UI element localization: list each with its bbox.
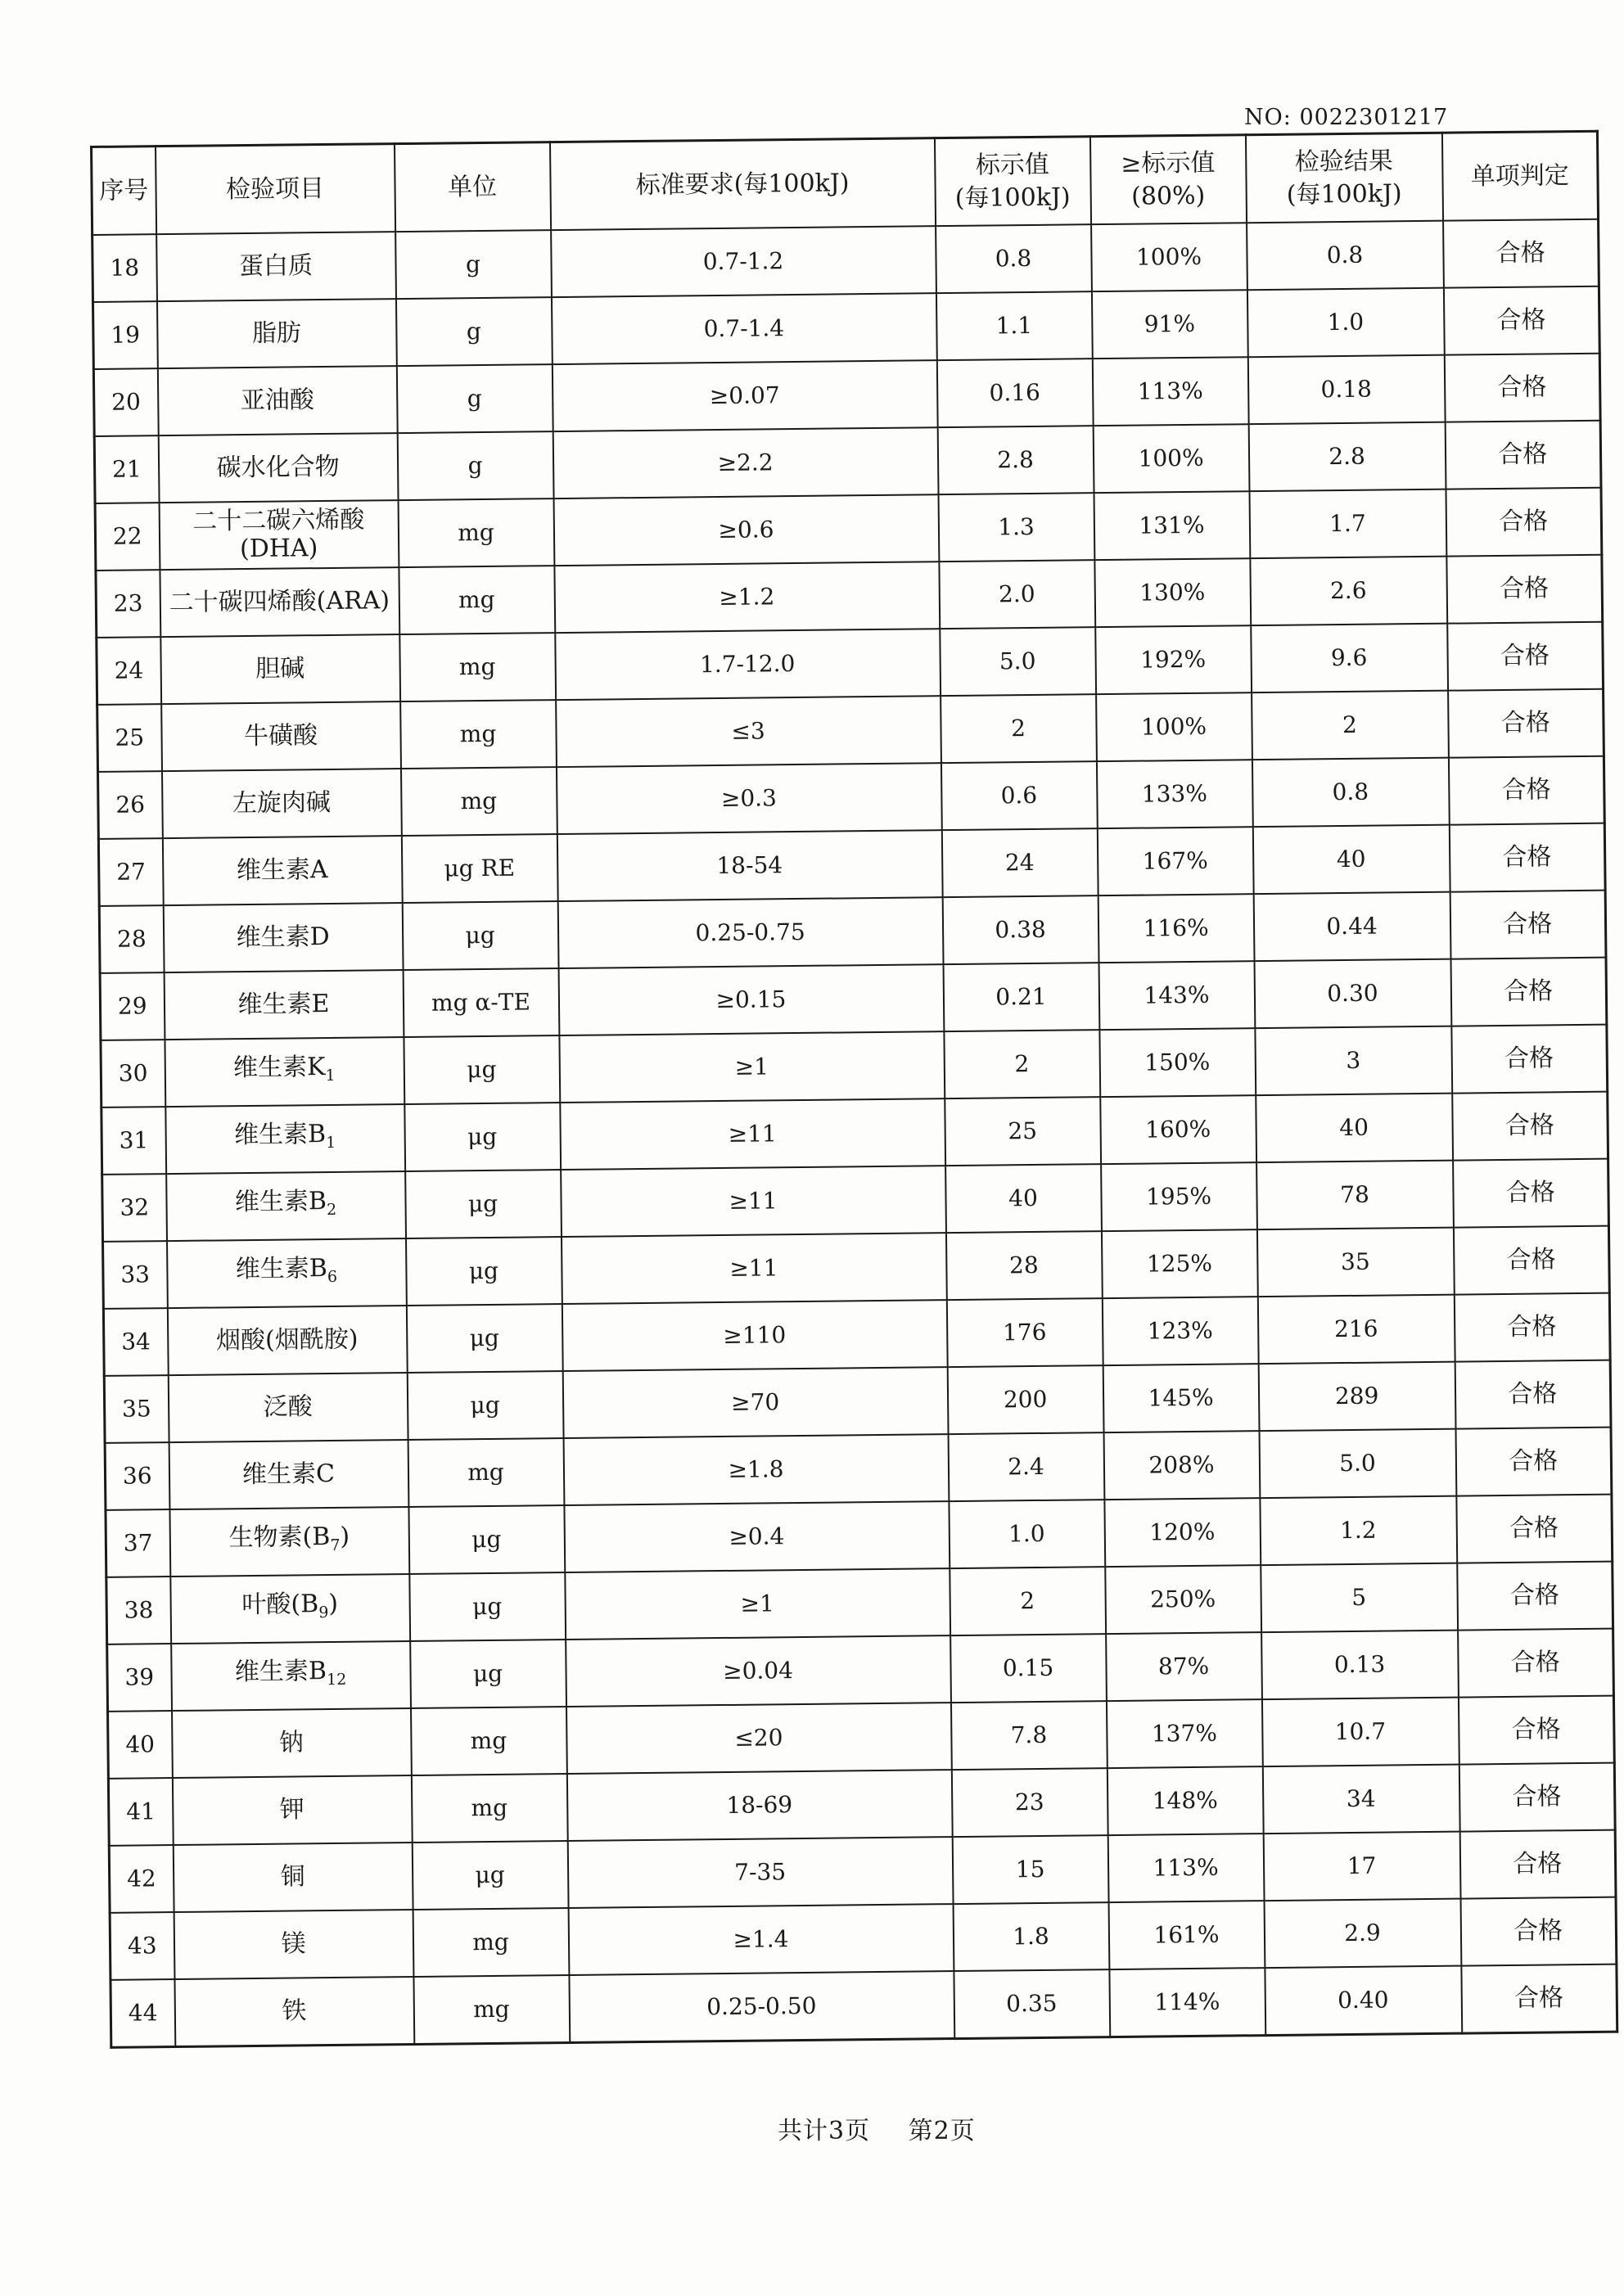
header-unit: 单位 <box>394 142 550 232</box>
cell-unit: g <box>395 230 552 299</box>
cell-unit: mg <box>400 700 557 769</box>
cell-standard: ≥0.3 <box>556 763 941 834</box>
cell-ge-label: 91% <box>1091 290 1247 359</box>
cell-item <box>156 232 396 301</box>
cell-verdict: 合格 <box>1458 1696 1614 1765</box>
cell-unit: mg <box>413 1908 569 1977</box>
cell-item <box>161 701 401 771</box>
item-name: 生物素(B <box>228 1522 331 1553</box>
cell-standard: ≥2.2 <box>553 427 938 498</box>
cell-ge-label: 116% <box>1098 894 1254 963</box>
cell-item <box>159 500 399 570</box>
header-label-value: 标示值 (每100kJ) <box>934 137 1090 226</box>
item-name: 镁 <box>281 1929 306 1959</box>
cell-verdict: 合格 <box>1448 756 1604 825</box>
cell-label-value: 40 <box>945 1164 1102 1233</box>
cell-item <box>157 366 397 435</box>
item-subscript: 7 <box>330 1536 341 1555</box>
item-name: 烟酸(烟酰胺) <box>215 1324 359 1355</box>
cell-result: 2.8 <box>1248 422 1446 492</box>
item-subscript: 1 <box>325 1066 336 1085</box>
cell-ge-label: 161% <box>1108 1901 1265 1969</box>
cell-item <box>164 970 404 1040</box>
cell-ge-label: 100% <box>1091 223 1247 291</box>
cell-verdict: 合格 <box>1458 1629 1614 1698</box>
cell-standard: ≥0.15 <box>558 964 944 1035</box>
cell-unit: g <box>397 431 553 500</box>
cell-ge-label: 137% <box>1106 1699 1262 1768</box>
cell-unit: μg <box>409 1572 566 1641</box>
cell-item <box>160 634 400 704</box>
cell-seq: 35 <box>104 1375 169 1443</box>
cell-item <box>172 1708 412 1778</box>
item-name: 维生素E <box>237 989 330 1020</box>
cell-seq: 34 <box>103 1308 168 1376</box>
cell-verdict: 合格 <box>1446 555 1603 624</box>
cell-seq: 40 <box>108 1711 173 1779</box>
cell-ge-label: 120% <box>1104 1498 1261 1567</box>
cell-result: 216 <box>1257 1295 1455 1365</box>
table-body <box>92 219 1617 2048</box>
item-name: 胆碱 <box>255 654 305 683</box>
item-name: 维生素D <box>236 922 330 953</box>
cell-item <box>163 903 403 972</box>
cell-unit: mg α-TE <box>403 968 559 1037</box>
cell-result: 0.30 <box>1254 959 1451 1029</box>
cell-result: 17 <box>1263 1832 1460 1901</box>
cell-seq: 22 <box>95 503 160 571</box>
item-name: 维生素B <box>235 1254 328 1284</box>
cell-item <box>174 1910 413 1979</box>
cell-item <box>172 1775 412 1845</box>
cell-seq: 18 <box>92 234 157 302</box>
item-name: 泛酸 <box>263 1392 313 1422</box>
cell-verdict: 合格 <box>1459 1763 1615 1832</box>
cell-ge-label: 113% <box>1107 1834 1264 1902</box>
cell-label-value: 176 <box>946 1298 1103 1367</box>
cell-unit: μg RE <box>401 834 557 903</box>
cell-result: 34 <box>1262 1765 1459 1834</box>
cell-ge-label: 160% <box>1100 1095 1256 1164</box>
item-name: 亚油酸 <box>240 386 314 416</box>
cell-result: 10.7 <box>1261 1698 1459 1767</box>
cell-unit: mg <box>411 1707 567 1775</box>
cell-seq: 41 <box>108 1778 173 1846</box>
item-name: 蛋白质 <box>238 251 314 282</box>
cell-item <box>170 1574 410 1644</box>
cell-result: 0.18 <box>1247 355 1445 425</box>
item-name: 牛磺酸 <box>243 721 318 751</box>
item-subscript: 2 <box>326 1200 337 1220</box>
cell-seq: 26 <box>98 771 163 839</box>
cell-seq: 23 <box>96 570 160 638</box>
cell-seq: 20 <box>93 368 158 436</box>
cell-seq: 19 <box>93 301 158 369</box>
cell-label-value: 23 <box>951 1768 1107 1837</box>
cell-ge-label: 195% <box>1101 1162 1257 1231</box>
cell-ge-label: 113% <box>1092 357 1248 426</box>
cell-seq: 29 <box>100 972 165 1040</box>
cell-unit: μg <box>408 1505 565 1574</box>
cell-unit: mg <box>398 498 554 567</box>
cell-label-value: 0.38 <box>942 895 1098 964</box>
cell-standard: ≥1.2 <box>554 562 940 633</box>
item-name: 铜 <box>280 1862 305 1892</box>
cell-result: 40 <box>1256 1094 1453 1163</box>
cell-unit: g <box>396 364 553 433</box>
item-subscript: 12 <box>326 1670 347 1689</box>
item-name: 铁 <box>282 1996 307 2026</box>
header-ge-label: ≥标示值 (80%) <box>1089 135 1246 224</box>
header-result: 检验结果 (每100kJ) <box>1245 133 1442 223</box>
cell-label-value: 15 <box>952 1835 1108 1904</box>
cell-verdict: 合格 <box>1448 689 1604 758</box>
cell-seq: 28 <box>99 905 164 973</box>
cell-ge-label: 100% <box>1096 692 1252 761</box>
cell-standard: ≤3 <box>556 696 941 767</box>
cell-ge-label: 167% <box>1097 827 1253 895</box>
cell-label-value: 2.8 <box>937 426 1094 494</box>
cell-unit: μg <box>407 1371 563 1440</box>
cell-standard: 1.7-12.0 <box>555 629 941 700</box>
cell-unit: μg <box>405 1170 562 1238</box>
cell-ge-label: 148% <box>1107 1766 1263 1835</box>
cell-result: 1.2 <box>1260 1496 1457 1566</box>
item-name: 左旋肉碱 <box>232 787 332 819</box>
cell-seq: 27 <box>98 838 163 906</box>
item-name: 维生素K <box>232 1053 326 1083</box>
cell-standard: ≥0.07 <box>552 360 937 431</box>
cell-ge-label: 133% <box>1096 760 1252 828</box>
item-name: 叶酸(B <box>241 1590 319 1620</box>
cell-result: 40 <box>1252 825 1450 895</box>
item-subscript: 6 <box>327 1267 338 1287</box>
item-name: 维生素A <box>236 855 328 886</box>
cell-seq: 25 <box>97 704 162 772</box>
item-name: 碳水化合物 <box>216 452 340 483</box>
cell-label-value: 1.0 <box>949 1500 1105 1568</box>
cell-verdict: 合格 <box>1456 1495 1613 1563</box>
cell-standard: 0.25-0.50 <box>569 1971 954 2042</box>
cell-standard: ≥1 <box>565 1568 950 1640</box>
cell-label-value: 0.16 <box>936 359 1093 427</box>
cell-verdict: 合格 <box>1450 958 1607 1026</box>
cell-item <box>162 769 402 838</box>
cell-standard: ≥1.4 <box>568 1904 954 1975</box>
cell-seq: 32 <box>102 1174 167 1242</box>
item-subscript: 1 <box>326 1133 336 1153</box>
cell-ge-label: 143% <box>1098 961 1255 1030</box>
cell-standard: 0.7-1.2 <box>551 226 936 297</box>
cell-label-value: 1.1 <box>936 291 1092 360</box>
cell-ge-label: 150% <box>1099 1028 1256 1097</box>
cell-verdict: 合格 <box>1443 219 1599 288</box>
cell-standard: ≥11 <box>561 1233 946 1304</box>
cell-standard: 7-35 <box>567 1837 953 1908</box>
cell-seq: 44 <box>111 1979 175 2047</box>
item-name: 脂肪 <box>251 318 302 348</box>
cell-unit: mg <box>413 1975 570 2044</box>
cell-label-value: 2.4 <box>948 1432 1104 1501</box>
cell-verdict: 合格 <box>1443 286 1599 355</box>
header-item: 检验项目 <box>156 144 395 235</box>
item-subscript: 9 <box>318 1604 329 1622</box>
cell-result: 0.8 <box>1252 758 1449 828</box>
cell-standard: ≥11 <box>561 1166 946 1237</box>
cell-result: 0.8 <box>1247 221 1444 291</box>
cell-item <box>171 1641 411 1711</box>
cell-standard: ≤20 <box>566 1703 952 1774</box>
cell-standard: ≥11 <box>560 1098 945 1170</box>
cell-standard: ≥0.04 <box>566 1635 951 1707</box>
item-name: 钾 <box>279 1795 304 1825</box>
cell-label-value: 2 <box>944 1030 1100 1098</box>
cell-label-value: 2 <box>941 694 1097 763</box>
cell-verdict: 合格 <box>1444 354 1600 422</box>
cell-unit: mg <box>399 566 555 634</box>
cell-verdict: 合格 <box>1461 1964 1617 2033</box>
cell-label-value: 28 <box>945 1231 1102 1300</box>
inspection-results-table <box>90 130 1618 2049</box>
cell-label-value: 24 <box>941 828 1098 897</box>
cell-seq: 24 <box>97 637 161 705</box>
cell-ge-label: 131% <box>1094 491 1250 560</box>
cell-result: 1.7 <box>1249 489 1446 559</box>
cell-unit: mg <box>399 633 556 701</box>
item-name: 二十二碳六烯酸 (DHA) <box>192 505 365 564</box>
cell-ge-label: 114% <box>1109 1968 1265 2037</box>
page-footer <box>778 2110 1005 2146</box>
cell-unit: μg <box>412 1841 568 1910</box>
cell-standard: ≥1 <box>559 1031 945 1103</box>
cell-seq: 36 <box>105 1442 169 1510</box>
cell-verdict: 合格 <box>1453 1226 1609 1295</box>
cell-ge-label: 87% <box>1106 1632 1262 1701</box>
cell-item <box>173 1843 413 1912</box>
cell-unit: μg <box>402 901 558 970</box>
cell-item <box>168 1373 408 1442</box>
item-name: 钠 <box>278 1728 304 1757</box>
cell-item <box>165 1104 405 1174</box>
cell-result: 5 <box>1261 1563 1458 1633</box>
cell-item <box>169 1507 409 1577</box>
cell-unit: mg <box>400 767 557 836</box>
cell-label-value: 2 <box>950 1567 1106 1635</box>
cell-seq: 31 <box>102 1107 166 1175</box>
table-header-row <box>92 131 1599 235</box>
cell-ge-label: 145% <box>1103 1364 1259 1432</box>
cell-seq: 37 <box>106 1509 170 1577</box>
cell-standard: 0.7-1.4 <box>551 293 936 364</box>
cell-standard: ≥110 <box>562 1300 947 1371</box>
item-suffix: ) <box>340 1522 350 1551</box>
cell-result: 35 <box>1256 1228 1454 1297</box>
cell-label-value: 7.8 <box>950 1701 1107 1770</box>
item-name: 维生素C <box>241 1459 336 1490</box>
cell-standard: ≥70 <box>562 1367 948 1438</box>
item-name: 维生素B <box>234 1657 327 1687</box>
header-standard: 标准要求(每100kJ) <box>549 138 935 230</box>
cell-label-value: 2.0 <box>939 560 1095 629</box>
cell-label-value: 5.0 <box>940 627 1096 696</box>
cell-verdict: 合格 <box>1447 622 1604 691</box>
cell-standard: ≥0.6 <box>553 494 939 566</box>
cell-result: 2 <box>1252 691 1449 760</box>
cell-ge-label: 208% <box>1103 1431 1260 1500</box>
cell-label-value: 0.8 <box>936 224 1092 293</box>
cell-label-value: 0.6 <box>941 761 1097 830</box>
cell-item <box>167 1306 407 1375</box>
cell-verdict: 合格 <box>1452 1092 1608 1161</box>
cell-result: 3 <box>1255 1026 1452 1096</box>
total-pages: 共计3页 <box>778 2117 871 2145</box>
cell-label-value: 0.35 <box>954 1969 1110 2038</box>
cell-unit: μg <box>406 1237 562 1306</box>
cell-seq: 43 <box>110 1912 174 1980</box>
cell-verdict: 合格 <box>1455 1428 1612 1496</box>
cell-seq: 30 <box>101 1040 165 1107</box>
cell-ge-label: 100% <box>1093 424 1249 493</box>
cell-item <box>166 1171 406 1241</box>
cell-unit: mg <box>408 1438 564 1507</box>
cell-label-value: 1.3 <box>938 493 1094 562</box>
cell-result: 1.0 <box>1247 288 1444 358</box>
document-number: NO: 0022301217 <box>1244 105 1449 130</box>
cell-standard: ≥1.8 <box>563 1434 949 1505</box>
cell-unit: μg <box>406 1304 562 1373</box>
cell-item <box>156 299 396 368</box>
cell-unit: μg <box>404 1035 560 1104</box>
cell-result: 289 <box>1258 1362 1455 1432</box>
item-suffix: ) <box>328 1589 339 1619</box>
cell-verdict: 合格 <box>1453 1159 1609 1228</box>
cell-result: 78 <box>1256 1161 1454 1230</box>
cell-result: 0.40 <box>1265 1966 1462 2036</box>
cell-unit: μg <box>404 1103 561 1171</box>
cell-item <box>162 836 402 905</box>
cell-unit: μg <box>410 1640 566 1708</box>
item-name: 维生素B <box>234 1187 327 1217</box>
cell-verdict: 合格 <box>1455 1360 1611 1429</box>
cell-item <box>165 1037 404 1107</box>
cell-verdict: 合格 <box>1450 891 1606 959</box>
cell-item <box>167 1238 407 1308</box>
cell-seq: 39 <box>107 1644 172 1712</box>
cell-verdict: 合格 <box>1445 421 1601 489</box>
cell-verdict: 合格 <box>1460 1897 1617 1966</box>
item-name: 维生素B <box>233 1120 327 1150</box>
cell-item <box>160 567 399 637</box>
cell-standard: ≥0.4 <box>564 1501 950 1572</box>
cell-label-value: 1.8 <box>953 1902 1109 1971</box>
cell-result: 9.6 <box>1251 624 1448 693</box>
cell-result: 2.6 <box>1250 557 1447 626</box>
cell-seq: 38 <box>106 1577 171 1644</box>
cell-result: 5.0 <box>1259 1429 1456 1499</box>
cell-ge-label: 250% <box>1105 1565 1261 1634</box>
cell-ge-label: 130% <box>1094 558 1251 627</box>
cell-item <box>169 1440 408 1509</box>
cell-ge-label: 125% <box>1101 1229 1257 1298</box>
cell-unit: g <box>395 297 552 366</box>
cell-verdict: 合格 <box>1457 1562 1613 1631</box>
header-verdict: 单项判定 <box>1441 131 1598 220</box>
cell-standard: 0.25-0.75 <box>557 897 943 968</box>
cell-seq: 42 <box>109 1845 174 1913</box>
header-seq: 序号 <box>92 147 156 235</box>
cell-item <box>158 433 398 503</box>
cell-label-value: 0.15 <box>950 1634 1107 1703</box>
cell-verdict: 合格 <box>1459 1830 1616 1899</box>
cell-ge-label: 123% <box>1102 1297 1258 1365</box>
cell-standard: 18-54 <box>557 830 942 901</box>
cell-result: 2.9 <box>1264 1899 1461 1969</box>
cell-verdict: 合格 <box>1451 1025 1608 1094</box>
cell-item <box>174 1977 414 2047</box>
cell-result: 0.44 <box>1253 892 1450 962</box>
cell-ge-label: 192% <box>1095 625 1252 694</box>
cell-unit: mg <box>411 1774 567 1843</box>
cell-seq: 33 <box>103 1241 168 1309</box>
cell-label-value: 25 <box>945 1097 1101 1166</box>
cell-label-value: 200 <box>947 1365 1103 1434</box>
cell-label-value: 0.21 <box>943 963 1099 1031</box>
cell-verdict: 合格 <box>1449 823 1605 892</box>
cell-standard: 18-69 <box>566 1770 952 1841</box>
item-name: 二十碳四烯酸(ARA) <box>169 586 390 618</box>
cell-verdict: 合格 <box>1446 488 1602 557</box>
cell-result: 0.13 <box>1261 1631 1459 1700</box>
cell-seq: 21 <box>94 435 159 503</box>
current-page: 第2页 <box>908 2117 976 2145</box>
cell-verdict: 合格 <box>1454 1293 1610 1362</box>
